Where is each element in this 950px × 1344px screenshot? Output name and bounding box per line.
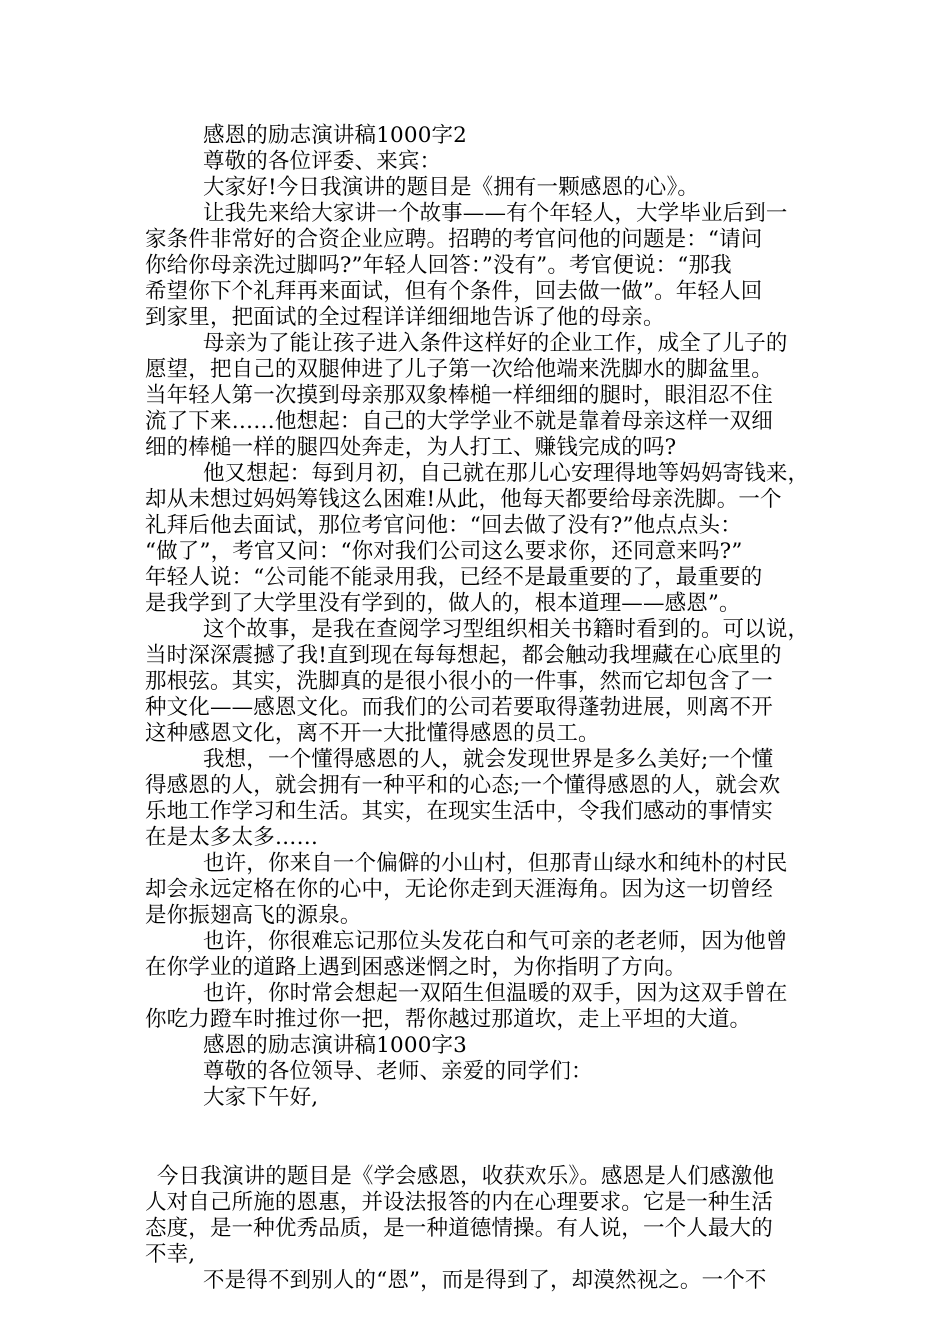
text-line: 当年轻人第一次摸到母亲那双象棒槌一样细细的腿时，眼泪忍不住 (145, 383, 773, 408)
paragraph (145, 331, 810, 461)
text-line: 你吃力蹬车时推过你一把，帮你越过那道坎，走上平坦的大道。 (145, 1007, 752, 1032)
opening-line: 大家好!今日我演讲的题目是《拥有一颗感恩的心》。 (203, 175, 699, 200)
text-line: 在你学业的道路上遇到困惑迷惘之时，为你指明了方向。 (145, 955, 687, 980)
text-line: 乐地工作学习和生活。其实，在现实生活中，令我们感动的事情实 (145, 799, 773, 824)
text-line: 到家里，把面试的全过程详详细细地告诉了他的母亲。 (145, 305, 665, 330)
text-line: 是我学到了大学里没有学到的，做人的，根本道理——感恩”。 (145, 591, 741, 616)
paragraph (145, 851, 810, 929)
text-line: 流了下来……他想起：自己的大学学业不就是靠着母亲这样一双细 (145, 409, 773, 434)
text-line: 家条件非常好的合资企业应聘。招聘的考官问他的问题是：“请问 (145, 227, 763, 252)
section-title: 感恩的励志演讲稿1000字2 (203, 123, 467, 148)
text-line: 却从未想过妈妈筹钱这么困难!从此，他每天都要给母亲洗脚。一个 (145, 487, 782, 512)
text-line: 是你振翅高飞的源泉。 (145, 903, 362, 928)
greeting: 尊敬的各位领导、老师、亲爱的同学们： (203, 1059, 593, 1084)
paragraph (145, 981, 810, 1033)
opening-line: 大家下午好, (203, 1085, 319, 1110)
paragraph (145, 929, 810, 981)
text-line: 种文化——感恩文化。而我们的公司若要取得蓬勃进展，则离不开 (145, 695, 773, 720)
text-line: 他又想起：每到月初，自己就在那儿心安理得地等妈妈寄钱来， (203, 461, 810, 486)
text-line: 希望你下个礼拜再来面试，但有个条件，回去做一做”。年轻人回 (145, 279, 763, 304)
text-line: 不幸, (145, 1242, 196, 1267)
document-page (145, 123, 810, 1294)
text-line: 那根弦。其实，洗脚真的是很小很小的一件事，然而它却包含了一 (145, 669, 773, 694)
text-line: 态度，是一种优秀品质，是一种道德情操。有人说，一个人最大的 (145, 1216, 773, 1241)
text-line: 也许，你来自一个偏僻的小山村，但那青山绿水和纯朴的村民 (203, 851, 788, 876)
text-line: 我想，一个懂得感恩的人，就会发现世界是多么美好;一个懂 (203, 747, 774, 772)
section-title: 感恩的励志演讲稿1000字3 (203, 1033, 467, 1058)
paragraph (145, 617, 810, 747)
text-line: “做了”，考官又问：“你对我们公司这么要求你，还同意来吗?” (145, 539, 743, 564)
text-line: 年轻人说：“公司能不能录用我，已经不是最重要的了，最重要的 (145, 565, 763, 590)
blank-space (145, 1111, 810, 1164)
text-line: 当时深深震撼了我!直到现在每每想起，都会触动我埋藏在心底里的 (145, 643, 782, 668)
text-line: 母亲为了能让孩子进入条件这样好的企业工作，成全了儿子的 (203, 331, 788, 356)
text-line: 人对自己所施的恩惠，并设法报答的内在心理要求。它是一种生活 (145, 1190, 773, 1215)
text-line: 这种感恩文化，离不开一大批懂得感恩的员工。 (145, 721, 600, 746)
text-line: 你给你母亲洗过脚吗?”年轻人回答：”没有”。考官便说：“那我 (145, 253, 732, 278)
paragraph (145, 461, 810, 617)
text-line: 礼拜后他去面试，那位考官问他：“回去做了没有?”他点点头： (145, 513, 742, 538)
text-line: 在是太多太多…… (145, 825, 319, 850)
text-line: 今日我演讲的题目是《学会感恩，收获欢乐》。感恩是人们感激他 (157, 1164, 775, 1189)
text-line: 却会永远定格在你的心中，无论你走到天涯海角。因为这一切曾经 (145, 877, 773, 902)
paragraph (145, 1164, 810, 1268)
text-line: 愿望，把自己的双腿伸进了儿子第一次给他端来洗脚水的脚盆里。 (145, 357, 773, 382)
text-line: 细的棒槌一样的腿四处奔走，为人打工、赚钱完成的吗? (145, 435, 677, 460)
text-line: 也许，你时常会想起一双陌生但温暖的双手，因为这双手曾在 (203, 981, 788, 1006)
text-line: 让我先来给大家讲一个故事——有个年轻人，大学毕业后到一 (203, 201, 788, 226)
greeting: 尊敬的各位评委、来宾： (203, 149, 442, 174)
text-line: 得感恩的人，就会拥有一种平和的心态;一个懂得感恩的人，就会欢 (145, 773, 781, 798)
text-line: 这个故事，是我在查阅学习型组织相关书籍时看到的。可以说， (203, 617, 810, 642)
text-line: 不是得不到别人的“恩”，而是得到了，却漠然视之。一个不 (203, 1268, 767, 1293)
text-line: 也许，你很难忘记那位头发花白和气可亲的老老师，因为他曾 (203, 929, 788, 954)
paragraph (145, 747, 810, 851)
paragraph (145, 201, 810, 331)
